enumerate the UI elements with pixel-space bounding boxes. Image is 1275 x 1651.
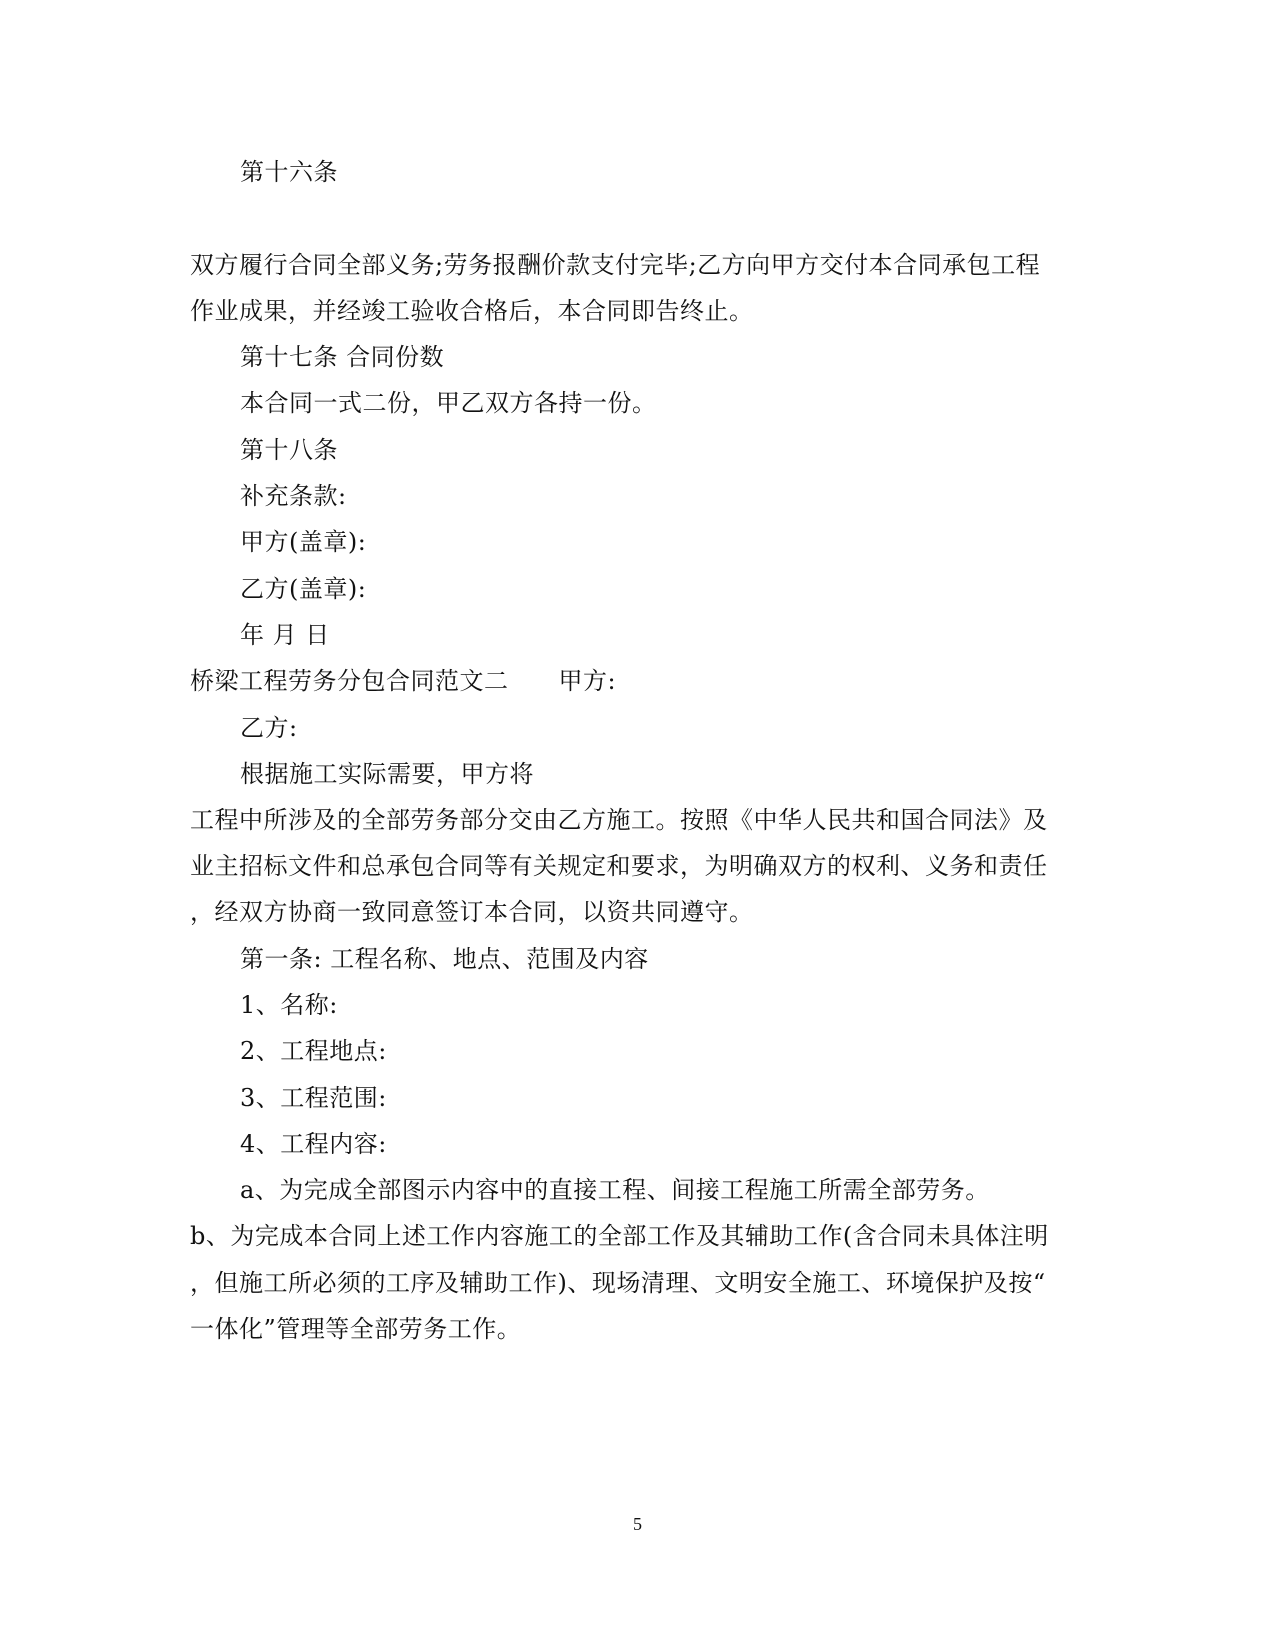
item-b-text-line-1: b、为完成本合同上述工作内容施工的全部工作及其辅助工作(含合同未具体注明 bbox=[190, 1222, 1049, 1250]
item-b-text-line-2: ，但施工所必须的工序及辅助工作)、现场清理、文明安全施工、环境保护及按“ bbox=[190, 1269, 1046, 1297]
party-a-label: 甲方: bbox=[558, 667, 617, 695]
item-1-name: 1、名称: bbox=[240, 991, 338, 1019]
preamble-line-4: ，经双方协商一致同意签订本合同，以资共同遵守。 bbox=[190, 898, 754, 926]
party-a-seal-label: 甲方(盖章): bbox=[240, 528, 367, 556]
article-16-heading: 第十六条 bbox=[240, 158, 338, 186]
page-number: 5 bbox=[633, 1514, 642, 1534]
article-17-heading: 第十七条 合同份数 bbox=[240, 343, 445, 371]
second-contract-title-line bbox=[190, 666, 616, 696]
preamble-line-3: 业主招标文件和总承包合同等有关规定和要求，为明确双方的权利、义务和责任 bbox=[190, 852, 1048, 880]
date-placeholder: 年 月 日 bbox=[240, 621, 330, 649]
preamble-line-1: 根据施工实际需要，甲方将 bbox=[240, 760, 534, 788]
party-b-seal-label: 乙方(盖章): bbox=[240, 575, 367, 603]
article-16-text-line-1: 双方履行合同全部义务;劳务报酬价款支付完毕;乙方向甲方交付本合同承包工程 bbox=[190, 251, 1041, 279]
article-1-heading: 第一条: 工程名称、地点、范围及内容 bbox=[240, 945, 649, 973]
preamble-line-2: 工程中所涉及的全部劳务部分交由乙方施工。按照《中华人民共和国合同法》及 bbox=[190, 806, 1048, 834]
article-17-text: 本合同一式二份，甲乙双方各持一份。 bbox=[240, 389, 657, 417]
item-3-scope: 3、工程范围: bbox=[240, 1084, 387, 1112]
item-a-text: a、为完成全部图示内容中的直接工程、间接工程施工所需全部劳务。 bbox=[240, 1176, 990, 1204]
item-4-content: 4、工程内容: bbox=[240, 1130, 387, 1158]
item-b-text-line-3: 一体化”管理等全部劳务工作。 bbox=[190, 1315, 522, 1343]
second-contract-title: 桥梁工程劳务分包合同范文二 bbox=[190, 667, 509, 695]
party-b-label: 乙方: bbox=[240, 714, 298, 742]
item-2-location: 2、工程地点: bbox=[240, 1037, 387, 1065]
supplementary-clauses-label: 补充条款: bbox=[240, 482, 347, 510]
article-16-text-line-2: 作业成果，并经竣工验收合格后，本合同即告终止。 bbox=[190, 297, 754, 325]
article-18-heading: 第十八条 bbox=[240, 436, 338, 464]
